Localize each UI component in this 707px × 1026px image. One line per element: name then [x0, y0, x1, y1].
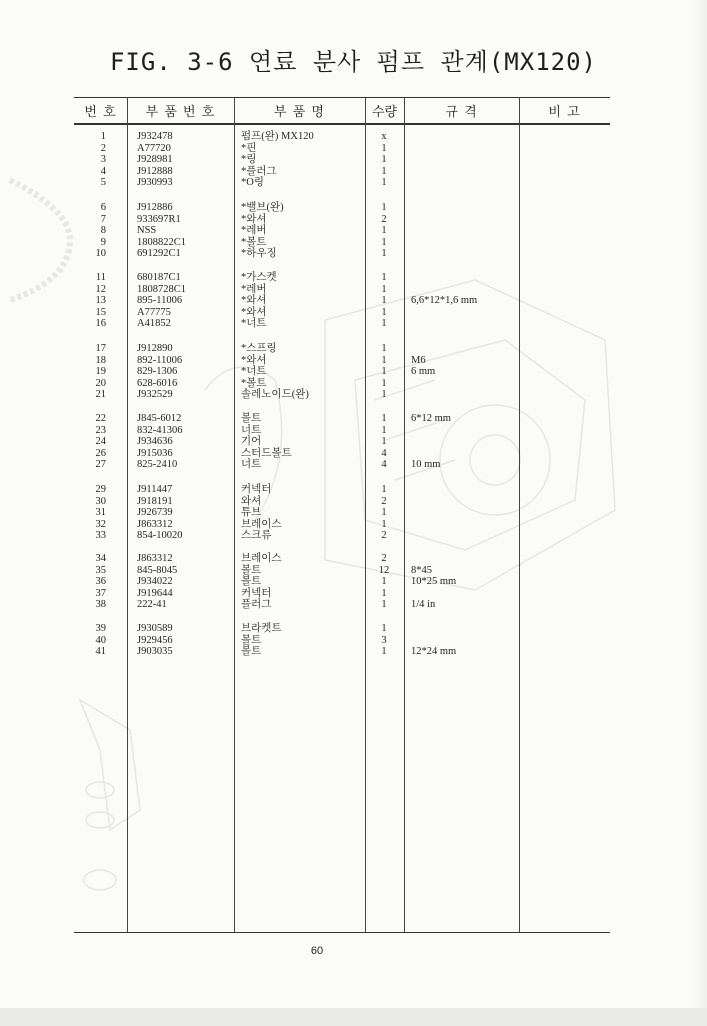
- item-number: 34: [95, 553, 106, 564]
- part-name: 브라켓트: [241, 623, 282, 634]
- item-number: 26: [95, 447, 106, 459]
- part-number: NSS: [137, 225, 157, 237]
- item-number: 1: [100, 131, 106, 142]
- part-name: *볼트: [241, 236, 267, 248]
- part-number: J915036: [137, 447, 173, 459]
- part-number: 222-41: [137, 599, 167, 611]
- part-name: *와셔: [241, 306, 267, 318]
- part-number: 895-11006: [137, 295, 183, 307]
- part-name: *볼트: [241, 377, 267, 389]
- quantity: 1: [381, 295, 387, 307]
- item-number: 12: [95, 283, 106, 295]
- page-edge-shadow: [693, 0, 707, 1026]
- part-number: J863312: [137, 553, 173, 564]
- quantity: 3: [381, 634, 387, 646]
- item-number: 8: [100, 225, 106, 237]
- quantity: 1: [381, 306, 387, 318]
- quantity: 1: [381, 646, 387, 658]
- quantity: 1: [381, 142, 387, 154]
- item-number: 35: [95, 564, 106, 576]
- part-number: A77720: [137, 142, 171, 154]
- quantity: 1: [381, 354, 387, 366]
- specification: 6*12 mm: [411, 413, 451, 424]
- specification: M6: [411, 354, 426, 366]
- quantity: 2: [381, 495, 387, 507]
- col-divider-3: [365, 97, 366, 932]
- part-number: A77775: [137, 306, 171, 318]
- item-number: 40: [95, 634, 106, 646]
- part-number: 829-1306: [137, 366, 178, 378]
- table-header-rule: [74, 123, 610, 125]
- item-number: 38: [95, 599, 106, 611]
- item-number: 4: [100, 165, 106, 177]
- quantity: 4: [381, 447, 387, 459]
- part-number: J930589: [137, 623, 173, 634]
- header-part-name: 부 품 명: [274, 105, 325, 120]
- quantity: 1: [381, 202, 387, 213]
- item-number: 29: [95, 484, 106, 495]
- specification: 8*45: [411, 564, 432, 576]
- quantity: 1: [381, 165, 387, 177]
- part-name: *와셔: [241, 295, 267, 307]
- table-bottom-rule: [74, 932, 610, 933]
- part-number: 854-10020: [137, 530, 183, 542]
- part-name: 너트: [241, 424, 262, 436]
- part-number: J930993: [137, 177, 173, 189]
- item-number: 37: [95, 587, 106, 599]
- part-name: *하우징: [241, 248, 277, 260]
- item-number: 16: [95, 318, 106, 330]
- part-number: 832-41306: [137, 424, 183, 436]
- item-number: 18: [95, 354, 106, 366]
- bleed-through-bracket: [60, 690, 180, 910]
- quantity: 1: [381, 389, 387, 401]
- part-number: 892-11006: [137, 354, 183, 366]
- part-name: 볼트: [241, 646, 262, 658]
- part-number: 628-6016: [137, 377, 178, 389]
- item-number: 13: [95, 295, 106, 307]
- quantity: 1: [381, 177, 387, 189]
- part-number: J845-6012: [137, 413, 182, 424]
- scan-bottom-strip: [0, 1008, 707, 1026]
- header-qty: 수량: [371, 105, 398, 120]
- item-number: 19: [95, 366, 106, 378]
- item-number: 9: [100, 236, 106, 248]
- part-name: 플러그: [241, 599, 272, 611]
- quantity: 1: [381, 248, 387, 260]
- item-number: 10: [95, 248, 106, 260]
- part-name: 볼트: [241, 576, 262, 588]
- item-number: 2: [100, 142, 106, 154]
- col-divider-2: [234, 97, 235, 932]
- quantity: 1: [381, 623, 387, 634]
- quantity: 1: [381, 366, 387, 378]
- part-number: J929456: [137, 634, 173, 646]
- part-number: 845-8045: [137, 564, 178, 576]
- part-number: J912888: [137, 165, 173, 177]
- quantity: 1: [381, 424, 387, 436]
- specification: 10*25 mm: [411, 576, 457, 588]
- part-name: *너트: [241, 366, 267, 378]
- part-name: 튜브: [241, 507, 262, 519]
- item-number: 22: [95, 413, 106, 424]
- item-number: 30: [95, 495, 106, 507]
- part-name: *레버: [241, 225, 267, 237]
- quantity: 1: [381, 484, 387, 495]
- part-number: 933697R1: [137, 213, 181, 225]
- part-number: A41852: [137, 318, 171, 330]
- specification: 6 mm: [411, 366, 436, 378]
- part-name: *링: [241, 154, 257, 166]
- part-number: J912886: [137, 202, 173, 213]
- part-name: 브레이스: [241, 553, 282, 564]
- part-number: J911447: [137, 484, 173, 495]
- part-name: 기어: [241, 436, 262, 448]
- quantity: 12: [378, 564, 390, 576]
- quantity: 2: [381, 553, 387, 564]
- part-number: 1808728C1: [137, 283, 187, 295]
- quantity: 2: [381, 530, 387, 542]
- header-no: 번 호: [84, 105, 117, 120]
- part-name: 펌프(완) MX120: [241, 131, 314, 142]
- specification: 1/4 in: [411, 599, 436, 611]
- quantity: 1: [381, 154, 387, 166]
- part-name: 와셔: [241, 495, 262, 507]
- quantity: 1: [381, 225, 387, 237]
- part-name: *와셔: [241, 213, 267, 225]
- part-name: *레버: [241, 283, 267, 295]
- header-remark: 비 고: [548, 105, 581, 120]
- item-number: 27: [95, 459, 106, 471]
- header-part-no: 부 품 번 호: [145, 105, 216, 120]
- part-name: *밸브(완): [241, 202, 284, 213]
- page-title: FIG. 3-6 연료 분사 펌프 관계(MX120): [109, 48, 597, 76]
- part-number: J934022: [137, 576, 173, 588]
- part-name: *플러그: [241, 165, 277, 177]
- item-number: 23: [95, 424, 106, 436]
- part-name: *스프링: [241, 343, 277, 354]
- item-number: 20: [95, 377, 106, 389]
- quantity: x: [381, 131, 387, 142]
- part-number: J932478: [137, 131, 173, 142]
- part-name: 스크류: [241, 530, 272, 542]
- part-name: *와셔: [241, 354, 267, 366]
- quantity: 1: [381, 343, 387, 354]
- page-number: 60: [310, 945, 324, 957]
- quantity: 1: [381, 436, 387, 448]
- part-name: 커넥터: [241, 587, 272, 599]
- specification: 10 mm: [411, 459, 441, 471]
- item-number: 17: [95, 343, 106, 354]
- col-divider-5: [519, 97, 520, 932]
- quantity: 1: [381, 599, 387, 611]
- item-number: 15: [95, 306, 106, 318]
- quantity: 1: [381, 283, 387, 295]
- item-number: 21: [95, 389, 106, 401]
- part-name: 볼트: [241, 634, 262, 646]
- part-name: *너트: [241, 318, 267, 330]
- specification: 12*24 mm: [411, 646, 457, 658]
- item-number: 41: [95, 646, 106, 658]
- part-number: 680187C1: [137, 272, 181, 283]
- part-name: 볼트: [241, 413, 262, 424]
- quantity: 1: [381, 413, 387, 424]
- table-top-rule: [74, 97, 610, 98]
- part-number: J903035: [137, 646, 173, 658]
- part-number: J919644: [137, 587, 173, 599]
- quantity: 1: [381, 377, 387, 389]
- item-number: 24: [95, 436, 106, 448]
- col-divider-4: [404, 97, 405, 932]
- part-name: 커넥터: [241, 484, 272, 495]
- quantity: 1: [381, 507, 387, 519]
- quantity: 1: [381, 576, 387, 588]
- item-number: 5: [100, 177, 106, 189]
- part-number: 691292C1: [137, 248, 181, 260]
- item-number: 7: [100, 213, 106, 225]
- quantity: 2: [381, 213, 387, 225]
- header-spec: 규 격: [445, 105, 478, 120]
- item-number: 33: [95, 530, 106, 542]
- col-divider-1: [127, 97, 128, 932]
- item-number: 3: [100, 154, 106, 166]
- part-number: J926739: [137, 507, 173, 519]
- part-number: 1808822C1: [137, 236, 187, 248]
- part-number: J918191: [137, 495, 173, 507]
- quantity: 1: [381, 272, 387, 283]
- specification: 6,6*12*1,6 mm: [411, 295, 478, 307]
- part-name: 너트: [241, 459, 262, 471]
- quantity: 1: [381, 518, 387, 530]
- part-name: 볼트: [241, 564, 262, 576]
- item-number: 32: [95, 518, 106, 530]
- quantity: 1: [381, 236, 387, 248]
- bleed-through-gear: [0, 170, 80, 310]
- item-number: 36: [95, 576, 106, 588]
- item-number: 31: [95, 507, 106, 519]
- part-number: 825-2410: [137, 459, 178, 471]
- item-number: 39: [95, 623, 106, 634]
- part-number: J928981: [137, 154, 173, 166]
- part-name: 브레이스: [241, 518, 282, 530]
- part-name: *O링: [241, 177, 264, 189]
- part-name: *가스켓: [241, 272, 277, 283]
- part-number: J932529: [137, 389, 173, 401]
- part-name: *핀: [241, 142, 257, 154]
- part-number: J934636: [137, 436, 173, 448]
- part-number: J863312: [137, 518, 173, 530]
- part-name: 솔레노이드(완): [241, 389, 309, 401]
- part-number: J912890: [137, 343, 173, 354]
- item-number: 11: [95, 272, 106, 283]
- quantity: 1: [381, 318, 387, 330]
- item-number: 6: [100, 202, 106, 213]
- part-name: 스터드볼트: [241, 447, 292, 459]
- quantity: 1: [381, 587, 387, 599]
- quantity: 4: [381, 459, 387, 471]
